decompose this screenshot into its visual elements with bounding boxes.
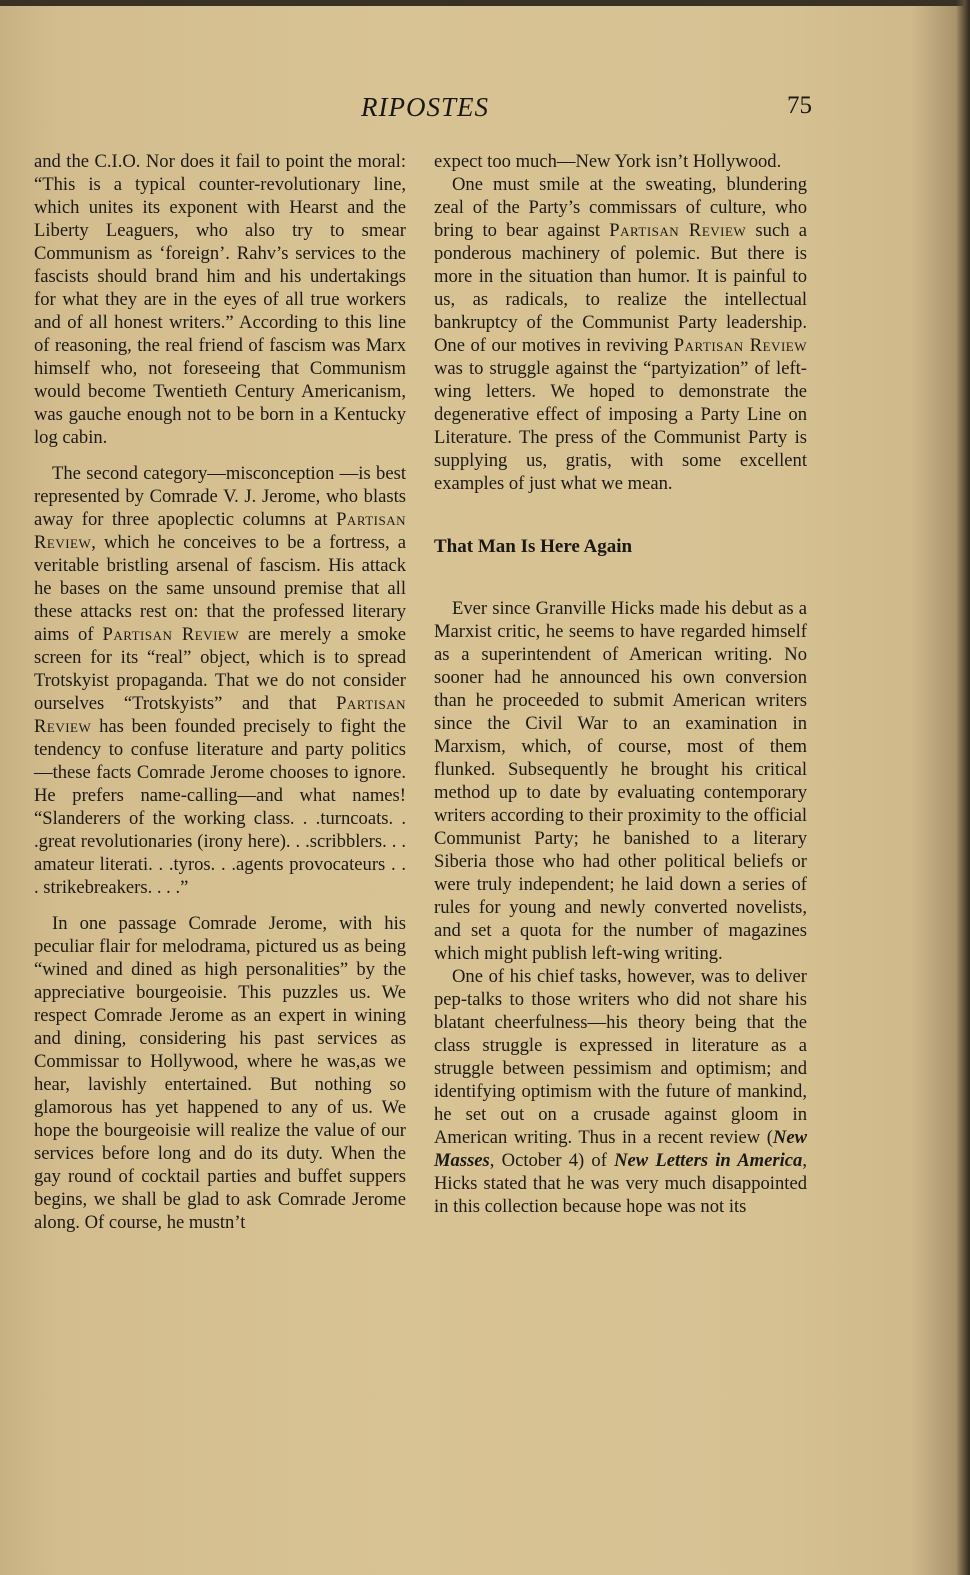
left-column — [34, 150, 406, 1234]
section-heading: That Man Is Here Again — [434, 536, 633, 557]
page-header — [0, 90, 970, 130]
journal-name: Partisan Review — [34, 509, 406, 553]
paragraph: and the C.I.O. Nor does it fail to point the moral: “This is a typical counter-revolutionary line, which unites its exponent with Hearst and the Liberty Leaguers, who also try to smear Communism as ‘foreign’. Rahv’s services to the fascists should brand him and his undertakings for what they are in the eyes of all true workers and of all honest writers.” According to this line of reasoning, the real friend of fascism was Marx himself who, not foreseeing that Communism would become Twentieth Century Americanism, was gauche enough not to be born in a Kentucky log cabin. — [34, 151, 406, 448]
page-number: 75 — [787, 92, 812, 119]
running-head: RIPOSTES — [361, 92, 489, 122]
journal-name: Partisan Review — [609, 220, 747, 241]
paragraph: One of his chief tasks, however, was to deliver pep-talks to those writers who did not share his blatant cheerfulness—his theory being that the class struggle is expressed in literature as a struggle between pessimism and optimism; and identifying optimism with the future of mankind, he set out on a crusade against gloom in American writing. Thus in a recent review (New Masses, October 4) of New Letters in America, Hicks stated that he was very much disappointed in this collection because hope was not its — [434, 966, 807, 1217]
journal-name: Partisan Review — [34, 693, 406, 737]
paragraph: expect too much—New York isn’t Hollywood. — [434, 151, 782, 172]
right-column — [434, 150, 807, 1218]
publication-title: New Letters in America — [614, 1150, 803, 1171]
paragraph: In one passage Comrade Jerome, with his peculiar flair for melodrama, pictured us as being “wined and dined as high personalities” by the appreciative bourgeoisie. This puzzles us. We respect Comrade Jerome as an expert in wining and dining, considering his past services as Commissar to Hollywood, where he was,as we hear, lavishly entertained. But nothing so glamorous has yet happened to any of us. We hope the bourgeoisie will realize the value of our services before long and do its duty. When the gay round of cocktail parties and buffet suppers begins, we shall be glad to ask Comrade Jerome along. Of course, he mustn’t — [34, 913, 406, 1233]
paragraph: The second category—misconception —is best represented by Comrade V. J. Jerome, who blasts away for three apoplectic columns at Partisan Review, which he conceives to be a fortress, a veritable bristling arsenal of fascism. His attack he bases on the same unsound premise that all these attacks rest on: that the professed literary aims of Partisan Review are merely a smoke screen for its “real” object, which is to spread Trotskyist propaganda. That we do not consider ourselves “Trotskyists” and that Partisan Review has been founded precisely to fight the tendency to confuse literature and party politics—these facts Comrade Jerome chooses to ignore. He prefers name-calling—and what names! “Slanderers of the working class. . .turncoats. . .great revolutionaries (irony here). . .scribblers. . . amateur literati. . .tyros. . .agents provocateurs . . . strikebreakers. . . .” — [34, 463, 406, 898]
publication-title: New Masses — [434, 1127, 807, 1171]
paragraph: Ever since Granville Hicks made his debut as a Marxist critic, he seems to have regarded himself as a superintendent of American writing. No sooner had he announced his own conversion than he proceeded to submit American writers since the Civil War to an examination in Marxism, which, of course, most of them flunked. Subsequently he brought his critical method up to date by evaluating contemporary writers according to their proximity to the official Communist Party; he banished to a literary Siberia those who had other political beliefs or were truly independent; he laid down a series of rules for young and newly converted novelists, and set a quota for the number of magazines which might publish left-wing writing. — [434, 598, 807, 964]
journal-name: Partisan Review — [673, 335, 807, 356]
journal-name: Partisan Review — [102, 624, 240, 645]
paragraph: One must smile at the sweating, blundering zeal of the Party’s commissars of culture, who bring to bear against Partisan Review such a ponderous machinery of polemic. But there is more in the situation than humor. It is painful to us, as radicals, to realize the intellectual bankruptcy of the Communist Party leadership. One of our motives in reviving Partisan Review was to struggle against the “partyization” of left-wing letters. We hoped to demonstrate the degenerative effect of imposing a Party Line on Literature. The press of the Communist Party is supplying us, gratis, with some excellent examples of just what we mean. — [434, 174, 807, 494]
